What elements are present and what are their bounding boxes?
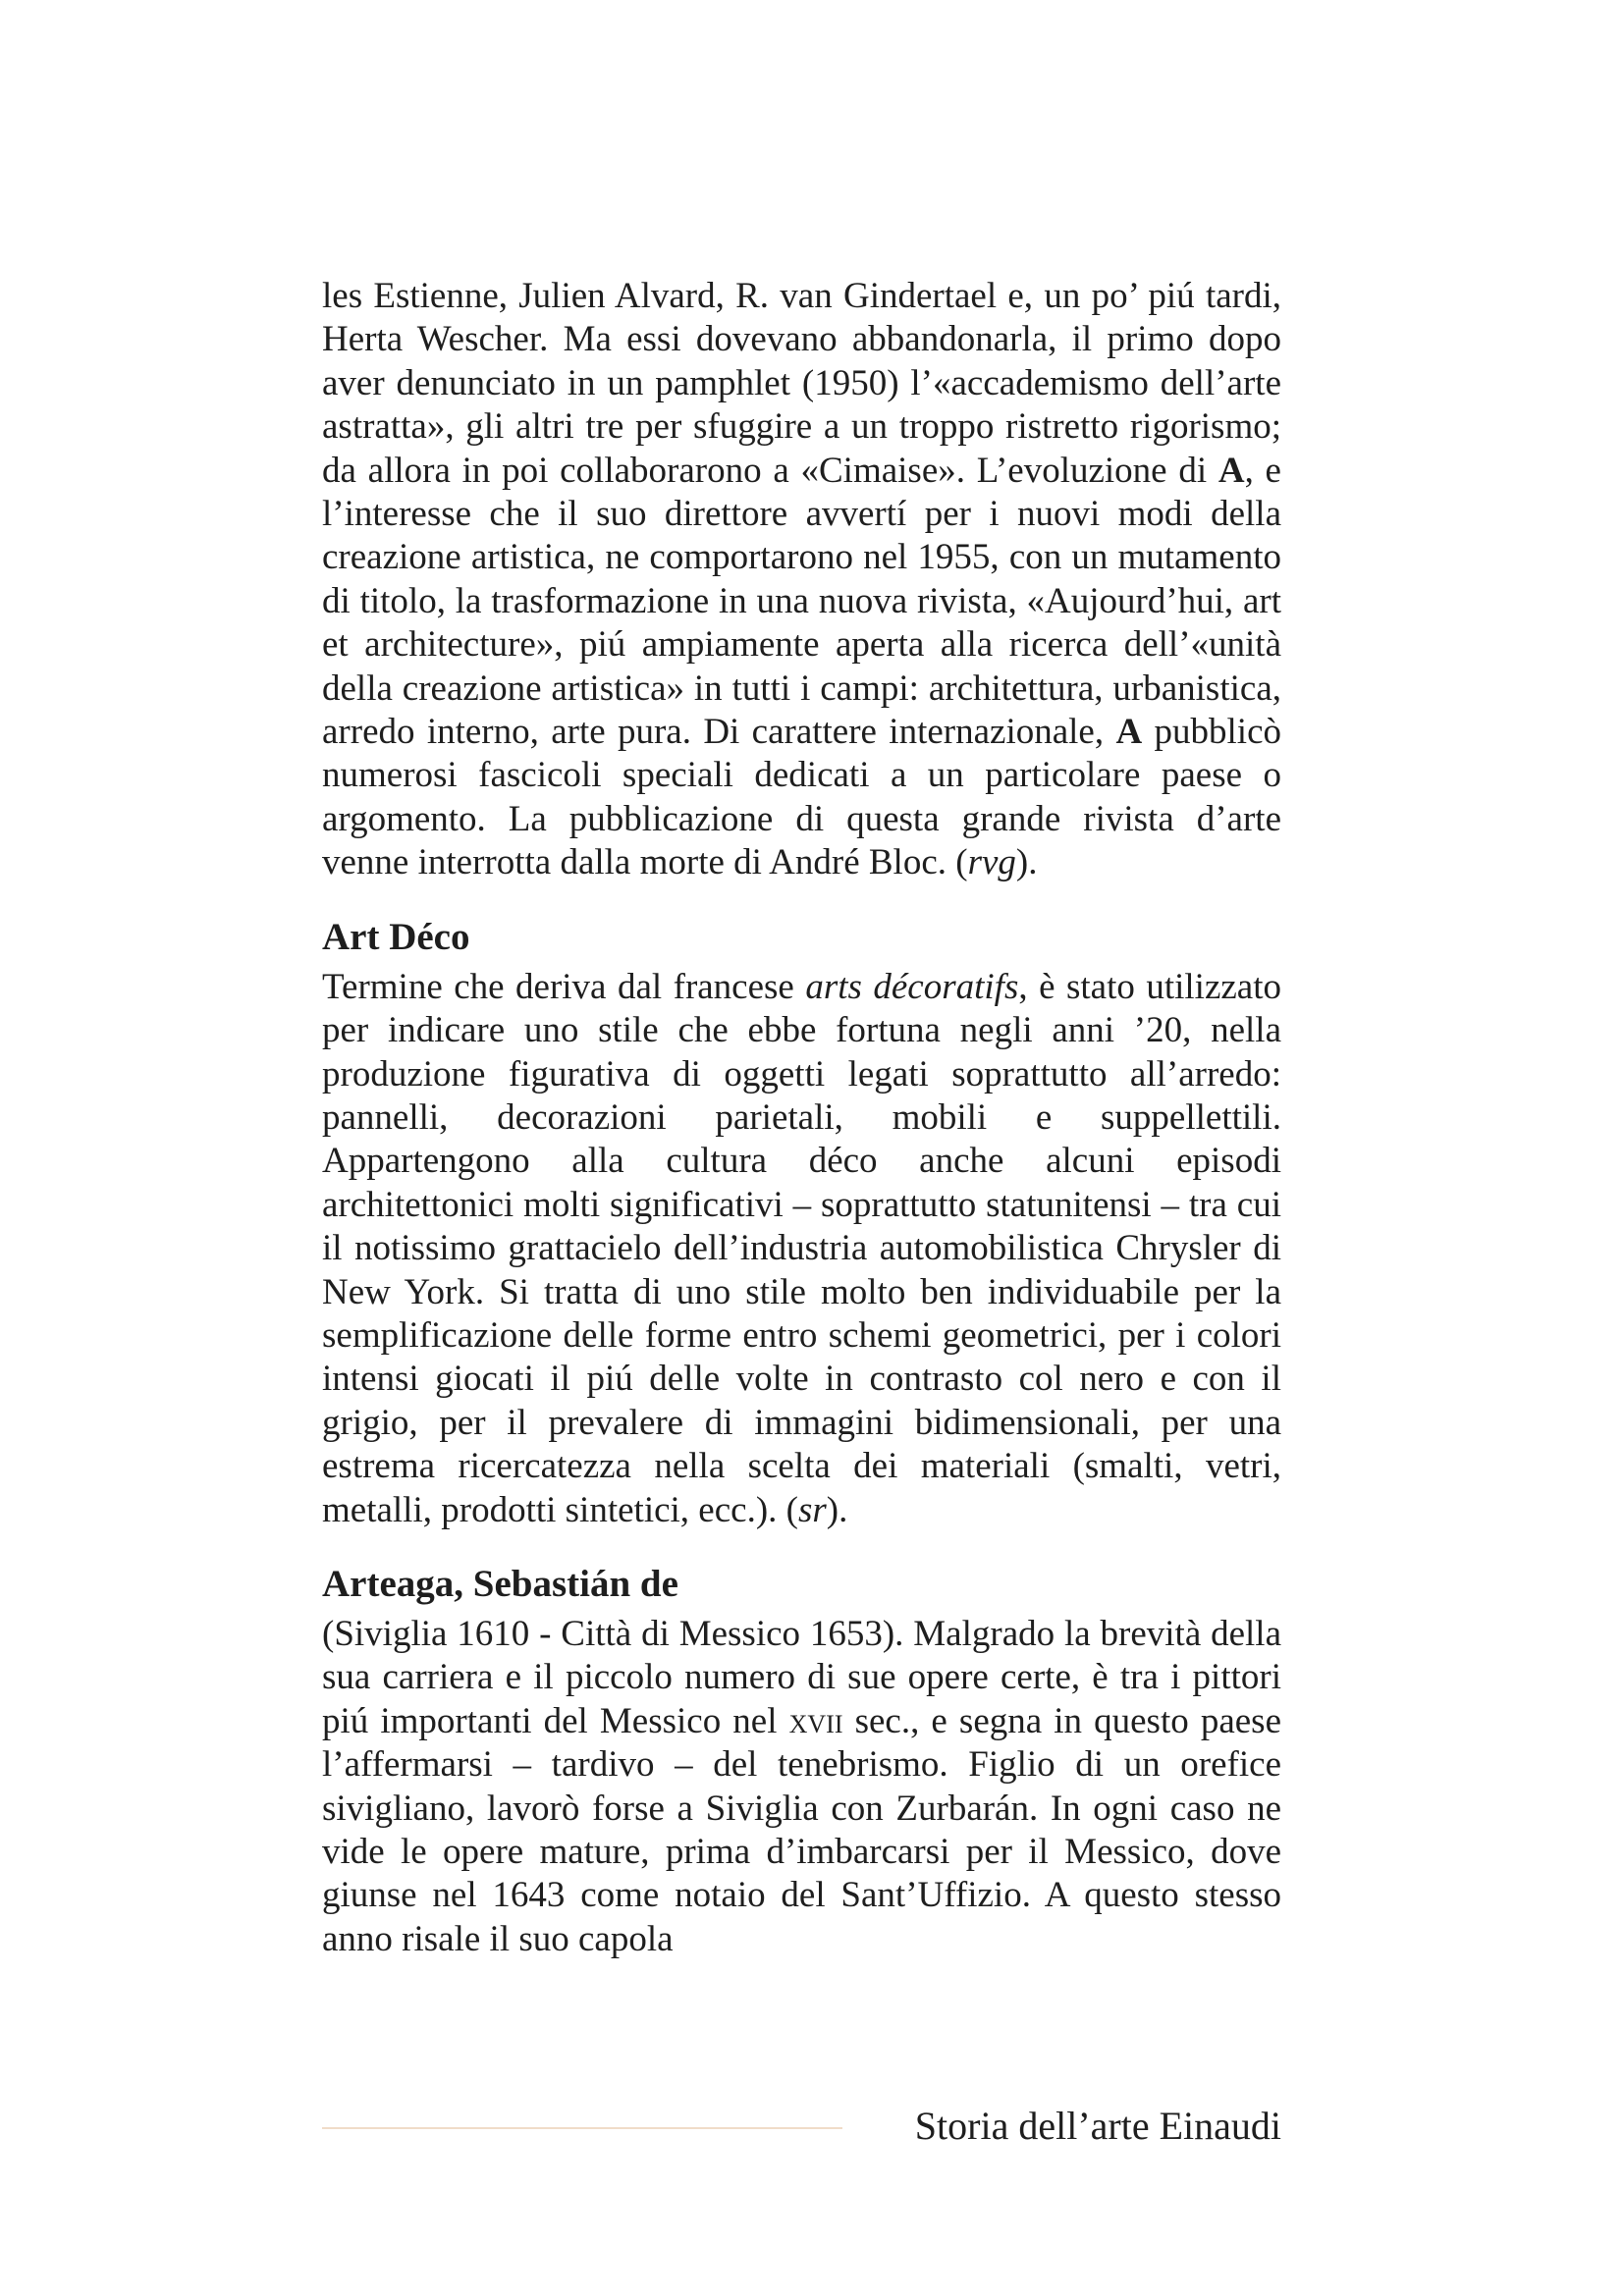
entry-title-arteaga: Arteaga, Sebastián de bbox=[322, 1562, 678, 1605]
text-run: sec., e segna in questo paese l’affermarsi – tardivo – del tenebrismo. Figlio di un orefice sivigliano, lavorò forse a Siviglia con Zurbarán. In ogni caso ne vide le opere mature, prima d’imbarcarsi per il Messico, dove giunse nel 1643 come notaio del Sant’Uffizio. A questo stesso anno risale il suo capola bbox=[322, 1700, 1281, 1959]
italic-run: arts décoratifs bbox=[805, 966, 1019, 1007]
text-run: les Estienne, Julien Alvard, R. van Gindertael e, un po’ piú tardi, Herta Wescher. Ma essi dovevano abbandonarla, il primo dopo aver denunciato in un pamphlet (1950) l’«accademismo dell’arte astratta», gli altri tre per sfuggire a un troppo ristretto rigorismo; da allora in poi collaborarono a «Cimaise». L’evoluzione di bbox=[322, 276, 1281, 491]
text-run: ). bbox=[1015, 842, 1038, 883]
text-run: Termine che deriva dal francese bbox=[322, 966, 806, 1007]
page-body bbox=[322, 275, 1281, 1961]
entry-body bbox=[322, 275, 1281, 885]
page-footer bbox=[322, 2097, 1281, 2156]
text-run: (Siviglia 1610 - Città di Messico 1653). Malgrado la brevità della sua carriera e il piccolo numero di sue opere certe, è tra i pittori piú importanti del Messico nel bbox=[322, 1613, 1281, 1741]
small-caps-run: xvii bbox=[788, 1700, 843, 1741]
bold-run: A bbox=[1217, 450, 1245, 491]
entry-body bbox=[322, 966, 1281, 1532]
bold-run: A bbox=[1115, 712, 1143, 753]
entry-title-art-deco: Art Déco bbox=[322, 915, 470, 958]
footer-rule bbox=[322, 2127, 842, 2129]
text-run: , e l’interesse che il suo direttore avvertí per i nuovi modi della creazione artistica, ne comportarono nel 1955, con un mutamento di titolo, la trasformazione in una nuova rivista, «Aujourd’hui, art et architecture», piú ampiamente aperta alla ricerca dell’«unità della creazione artistica» in tutti i campi: architettura, urbanistica, arredo interno, arte pura. Di carattere internazionale, bbox=[322, 450, 1281, 753]
footer-title: Storia dell’arte Einaudi bbox=[914, 2104, 1281, 2148]
text-run: , è stato utilizzato per indicare uno stile che ebbe fortuna negli anni ’20, nella produzione figurativa di oggetti legati soprattutto all’arredo: pannelli, decorazioni parietali, mobili e suppellettili. Appartengono alla cultura déco anche alcuni episodi architettonici molti significativi – soprattutto statunitensi – tra cui il notissimo grattacielo dell’industria automobilistica Chrysler di New York. Si tratta di uno stile molto ben individuabile per la semplificazione delle forme entro schemi geometrici, per i colori intensi giocati il piú delle volte in contrasto col nero e con il grigio, per il prevalere di immagini bidimensionali, per una estrema ricercatezza nella scelta dei materiali (smalti, vetri, metalli, prodotti sintetici, ecc.). ( bbox=[322, 966, 1281, 1530]
italic-run: rvg bbox=[967, 842, 1016, 883]
text-run: ). bbox=[826, 1489, 848, 1530]
text-run: pubblicò numerosi fascicoli speciali dedicati a un particolare paese o argomento. La pubblicazione di questa grande rivista d’arte venne interrotta dalla morte di André Bloc. ( bbox=[322, 712, 1281, 883]
entry-body bbox=[322, 1613, 1281, 1961]
italic-run: sr bbox=[797, 1489, 827, 1530]
